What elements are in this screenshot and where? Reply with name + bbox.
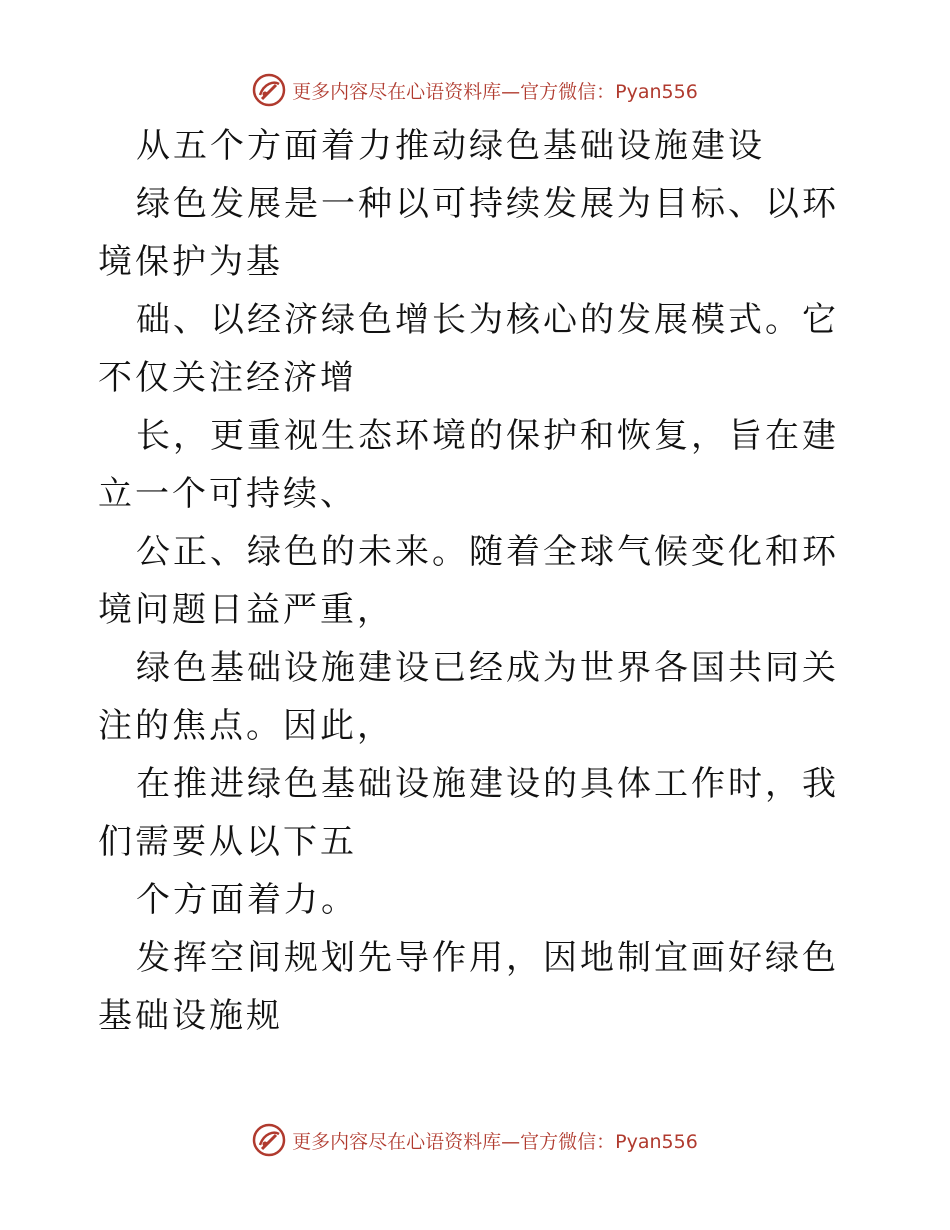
paragraph: 绿色发展是一种以可持续发展为目标、以环境保护为基 [98,184,839,282]
document-body [98,117,858,1045]
header-banner-text: 更多内容尽在心语资料库—官方微信：Pyan556 [292,80,698,103]
paragraph: 个方面着力。 [136,880,358,920]
paragraph: 公正、绿色的未来。随着全球气候变化和环境问题日益严重， [98,532,839,630]
footer-banner [0,1120,950,1160]
logo-icon [252,1123,286,1157]
paragraph: 发挥空间规划先导作用，因地制宜画好绿色基础设施规 [98,938,839,1036]
title-line: 从五个方面着力推动绿色基础设施建设 [136,126,765,166]
paragraph: 绿色基础设施建设已经成为世界各国共同关注的焦点。因此， [98,648,839,746]
paragraph: 长，更重视生态环境的保护和恢复，旨在建立一个可持续、 [98,416,839,514]
paragraph: 础、以经济绿色增长为核心的发展模式。它不仅关注经济增 [98,300,839,398]
header-banner [0,70,950,110]
logo-icon [252,73,286,107]
footer-banner-text: 更多内容尽在心语资料库—官方微信：Pyan556 [292,1130,698,1153]
paragraph: 在推进绿色基础设施建设的具体工作时，我们需要从以下五 [98,764,839,862]
